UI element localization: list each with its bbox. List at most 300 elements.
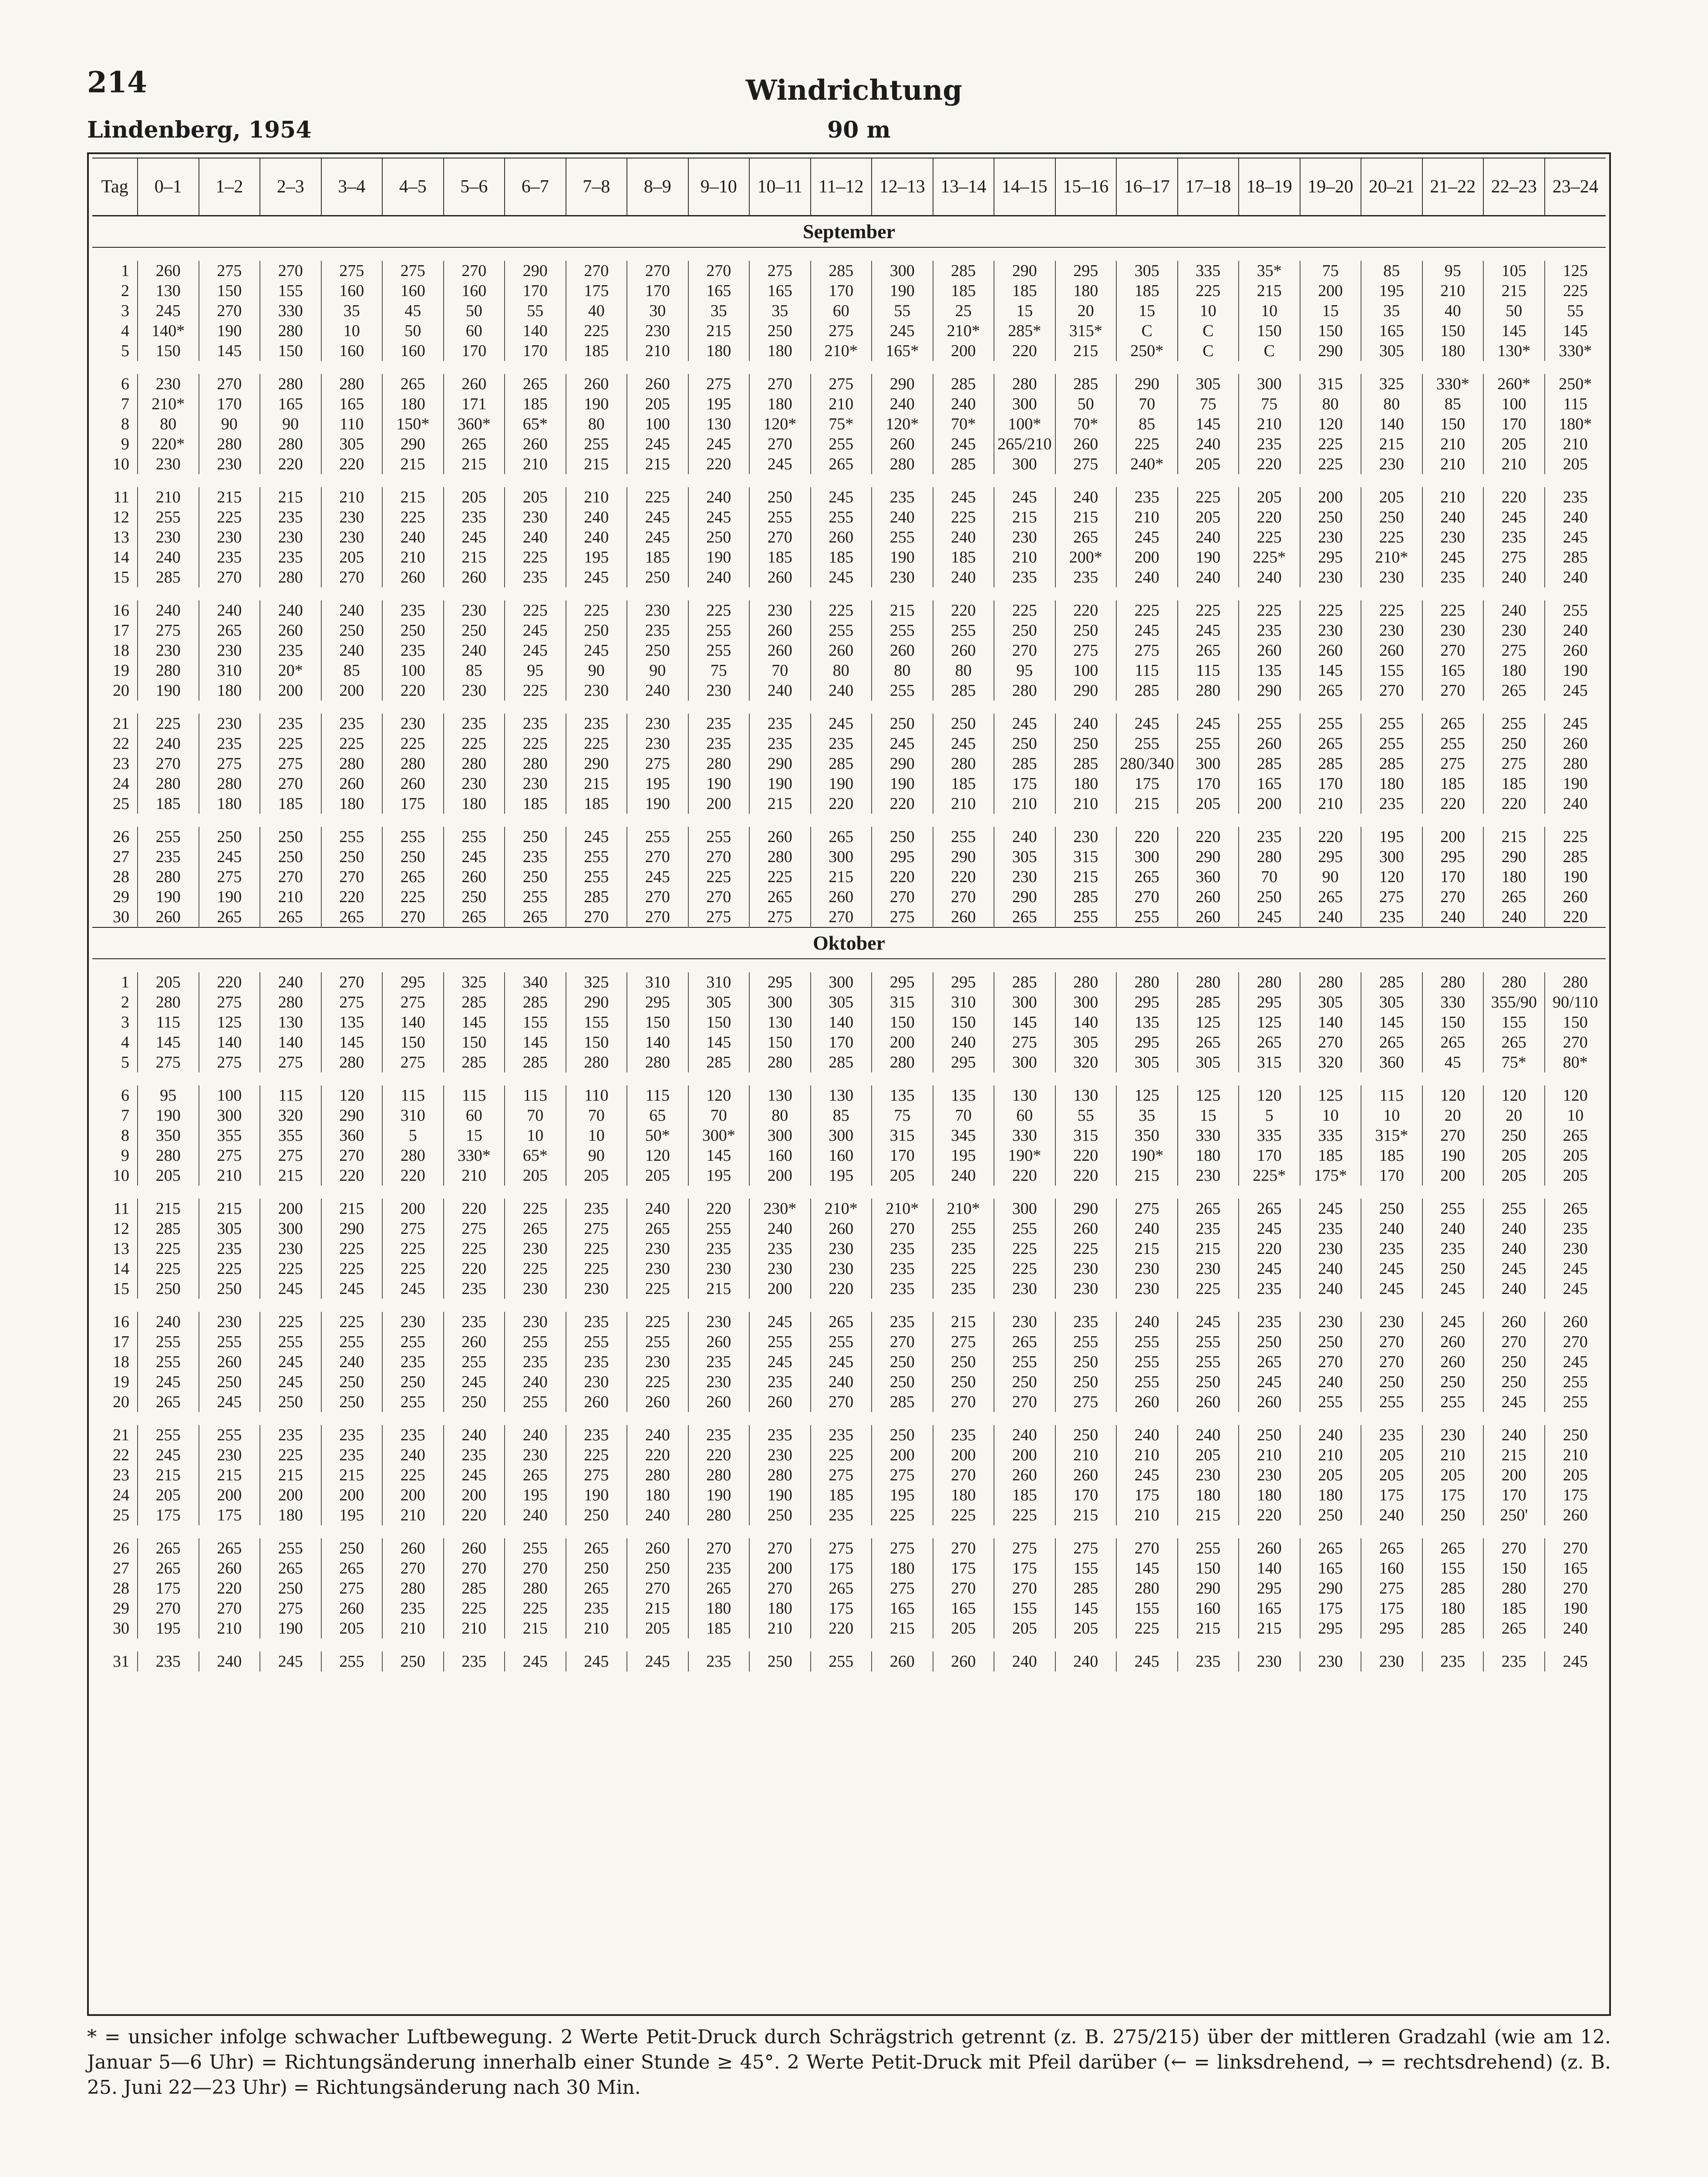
direction-cell: 190 bbox=[811, 774, 872, 794]
direction-cell: 210 bbox=[1116, 1445, 1178, 1465]
table-row bbox=[92, 1032, 1606, 1052]
direction-cell: 235 bbox=[1422, 1651, 1484, 1672]
direction-cell: 255 bbox=[1545, 1372, 1606, 1392]
direction-cell: 245 bbox=[1545, 1352, 1606, 1372]
spacer-row bbox=[92, 959, 1606, 972]
direction-cell: 50 bbox=[382, 321, 444, 341]
direction-cell: 220 bbox=[321, 454, 383, 474]
direction-cell: 260 bbox=[1300, 640, 1361, 661]
direction-cell: 175 bbox=[382, 794, 444, 814]
direction-cell: 260 bbox=[1178, 907, 1239, 927]
direction-cell: 230 bbox=[688, 1259, 750, 1279]
direction-cell: 310 bbox=[382, 1105, 444, 1126]
direction-cell: 235 bbox=[321, 714, 383, 734]
direction-cell: 215 bbox=[1055, 341, 1117, 361]
direction-cell: 270 bbox=[444, 261, 505, 281]
direction-cell: 255 bbox=[1239, 714, 1300, 734]
direction-cell: 280 bbox=[138, 867, 199, 887]
direction-cell: 290 bbox=[1116, 374, 1178, 394]
direction-cell: 160 bbox=[444, 281, 505, 301]
direction-cell: 290 bbox=[382, 434, 444, 454]
direction-cell: 265 bbox=[1178, 1032, 1239, 1052]
direction-cell: 255 bbox=[1422, 1392, 1484, 1412]
direction-cell: 145 bbox=[1116, 1558, 1178, 1578]
direction-cell: 280 bbox=[688, 754, 750, 774]
direction-cell: 225* bbox=[1239, 547, 1300, 567]
direction-cell: 255 bbox=[1116, 907, 1178, 927]
direction-cell: 235 bbox=[872, 1239, 933, 1259]
direction-cell: 225 bbox=[505, 681, 566, 701]
direction-cell: 265 bbox=[1300, 887, 1361, 907]
direction-cell: 230 bbox=[138, 454, 199, 474]
direction-cell: 180 bbox=[1178, 1485, 1239, 1505]
direction-cell: 255 bbox=[688, 1219, 750, 1239]
direction-cell: 315 bbox=[1239, 1052, 1300, 1072]
direction-cell: 80 bbox=[811, 661, 872, 681]
direction-cell: 275 bbox=[811, 321, 872, 341]
direction-cell: 150 bbox=[1300, 321, 1361, 341]
direction-cell: 230 bbox=[1483, 620, 1545, 640]
direction-cell: 240 bbox=[1483, 600, 1545, 620]
direction-cell: 255 bbox=[933, 827, 994, 847]
spacer-cell bbox=[92, 1072, 1606, 1085]
direction-cell: 175 bbox=[1300, 1598, 1361, 1618]
direction-cell: 35 bbox=[1116, 1105, 1178, 1126]
direction-cell: 220 bbox=[1483, 487, 1545, 507]
column-header-hour: 0–1 bbox=[138, 158, 199, 216]
table-row bbox=[92, 1052, 1606, 1072]
direction-cell: 275 bbox=[872, 1465, 933, 1485]
direction-cell: 250 bbox=[444, 887, 505, 907]
direction-cell: 10 bbox=[566, 1126, 627, 1146]
direction-cell: 185 bbox=[933, 281, 994, 301]
direction-cell: 275 bbox=[811, 374, 872, 394]
direction-cell: 260 bbox=[321, 1598, 383, 1618]
direction-cell: 300 bbox=[994, 1052, 1055, 1072]
direction-cell: 275 bbox=[199, 1052, 260, 1072]
direction-cell: 235 bbox=[382, 1352, 444, 1372]
direction-cell: 280 bbox=[1116, 1578, 1178, 1598]
direction-cell: 265 bbox=[811, 1578, 872, 1598]
direction-cell: 250 bbox=[749, 321, 811, 341]
day-cell: 21 bbox=[113, 1426, 129, 1444]
day-cell: 3 bbox=[121, 302, 129, 320]
direction-cell: 200 bbox=[749, 1279, 811, 1299]
direction-cell: 260 bbox=[1545, 1505, 1606, 1525]
table-row bbox=[92, 1505, 1606, 1525]
direction-cell: 265 bbox=[1483, 1618, 1545, 1638]
direction-cell: 260* bbox=[1483, 374, 1545, 394]
table-row bbox=[92, 1219, 1606, 1239]
direction-cell: 230 bbox=[627, 600, 688, 620]
direction-cell: 155 bbox=[260, 281, 321, 301]
direction-cell: 180 bbox=[749, 394, 811, 414]
direction-cell: 295 bbox=[872, 972, 933, 992]
direction-cell: 90 bbox=[260, 414, 321, 434]
direction-cell: 205 bbox=[138, 1166, 199, 1186]
day-cell: 26 bbox=[113, 1539, 129, 1557]
direction-cell: 225 bbox=[505, 1598, 566, 1618]
direction-cell: 265 bbox=[321, 907, 383, 927]
direction-cell: 245 bbox=[1178, 714, 1239, 734]
direction-cell: 255 bbox=[811, 1651, 872, 1672]
direction-cell: 275 bbox=[1361, 1578, 1422, 1598]
direction-cell: 170 bbox=[1483, 414, 1545, 434]
direction-cell: 340 bbox=[505, 972, 566, 992]
direction-cell: 225 bbox=[933, 1505, 994, 1525]
direction-cell: 180 bbox=[1300, 1485, 1361, 1505]
direction-cell: 150 bbox=[566, 1032, 627, 1052]
table-row bbox=[92, 640, 1606, 661]
column-header-hour: 6–7 bbox=[505, 158, 566, 216]
direction-cell: 245 bbox=[505, 1651, 566, 1672]
direction-cell: 260 bbox=[994, 1465, 1055, 1485]
direction-cell: 240 bbox=[933, 394, 994, 414]
direction-cell: 225 bbox=[505, 1259, 566, 1279]
direction-cell: 260 bbox=[688, 1332, 750, 1352]
direction-cell: 235 bbox=[566, 1199, 627, 1219]
column-header-hour: 21–22 bbox=[1422, 158, 1484, 216]
direction-cell: 200 bbox=[1300, 281, 1361, 301]
direction-cell: 270 bbox=[933, 1578, 994, 1598]
direction-cell: 230 bbox=[199, 454, 260, 474]
direction-cell: 265 bbox=[199, 620, 260, 640]
direction-cell: 80 bbox=[1361, 394, 1422, 414]
direction-cell: 165 bbox=[1361, 321, 1422, 341]
spacer-cell bbox=[92, 959, 1606, 972]
day-cell: 23 bbox=[113, 1466, 129, 1484]
direction-cell: 270 bbox=[1300, 1032, 1361, 1052]
direction-cell: 190 bbox=[872, 547, 933, 567]
table-row bbox=[92, 1392, 1606, 1412]
direction-cell: 235 bbox=[199, 734, 260, 754]
direction-cell: 250 bbox=[872, 714, 933, 734]
direction-cell: 135 bbox=[872, 1085, 933, 1105]
direction-cell: 115 bbox=[1361, 1085, 1422, 1105]
direction-cell: 270 bbox=[138, 754, 199, 774]
direction-cell: 120 bbox=[1239, 1085, 1300, 1105]
direction-cell: 230 bbox=[1239, 1651, 1300, 1672]
direction-cell: 295 bbox=[1116, 1032, 1178, 1052]
direction-cell: 230 bbox=[566, 1279, 627, 1299]
direction-cell: 225 bbox=[994, 600, 1055, 620]
direction-cell: 230 bbox=[749, 600, 811, 620]
direction-cell: 225 bbox=[1116, 1618, 1178, 1638]
direction-cell: 185 bbox=[1483, 1598, 1545, 1618]
direction-cell: 165 bbox=[872, 1598, 933, 1618]
direction-cell: 280 bbox=[688, 1505, 750, 1525]
table-row bbox=[92, 907, 1606, 927]
direction-cell: 255 bbox=[505, 887, 566, 907]
direction-cell: 175 bbox=[1361, 1598, 1422, 1618]
direction-cell: 245 bbox=[260, 1279, 321, 1299]
direction-cell: 190 bbox=[1178, 547, 1239, 567]
direction-cell: 205 bbox=[505, 487, 566, 507]
direction-cell: 235 bbox=[1483, 1651, 1545, 1672]
table-row bbox=[92, 547, 1606, 567]
day-cell: 1 bbox=[121, 262, 129, 280]
direction-cell: 245 bbox=[566, 567, 627, 587]
direction-cell: 250 bbox=[566, 1505, 627, 1525]
direction-cell: 250 bbox=[872, 827, 933, 847]
direction-cell: 115 bbox=[260, 1085, 321, 1105]
direction-cell: 240 bbox=[138, 1312, 199, 1332]
direction-cell: 305 bbox=[1361, 992, 1422, 1012]
direction-cell: 260 bbox=[1545, 734, 1606, 754]
direction-cell: 200 bbox=[749, 1166, 811, 1186]
direction-cell: 270 bbox=[199, 567, 260, 587]
direction-cell: 275 bbox=[199, 867, 260, 887]
direction-cell: 120 bbox=[1483, 1085, 1545, 1105]
direction-cell: 285 bbox=[1300, 754, 1361, 774]
direction-cell: 50 bbox=[1483, 301, 1545, 321]
table-row bbox=[92, 827, 1606, 847]
direction-cell: 250 bbox=[1300, 1505, 1361, 1525]
direction-cell: 120 bbox=[627, 1146, 688, 1166]
direction-cell: 165 bbox=[933, 1598, 994, 1618]
direction-cell: 210* bbox=[1361, 547, 1422, 567]
day-cell: 11 bbox=[113, 1200, 129, 1218]
table-row bbox=[92, 661, 1606, 681]
direction-cell: 285 bbox=[505, 1052, 566, 1072]
direction-cell: 45 bbox=[382, 301, 444, 321]
direction-cell: 280 bbox=[1178, 972, 1239, 992]
direction-cell: 245 bbox=[1483, 507, 1545, 527]
direction-cell: 150 bbox=[1422, 321, 1484, 341]
direction-cell: 225 bbox=[382, 1465, 444, 1485]
direction-cell: 280 bbox=[199, 434, 260, 454]
direction-cell: 315* bbox=[1055, 321, 1117, 341]
direction-cell: 335 bbox=[1300, 1126, 1361, 1146]
column-header-hour: 4–5 bbox=[382, 158, 444, 216]
direction-cell: 265 bbox=[1239, 1352, 1300, 1372]
height-label: 90 m bbox=[827, 117, 891, 143]
direction-cell: 180 bbox=[688, 341, 750, 361]
direction-cell: 280 bbox=[1178, 681, 1239, 701]
direction-cell: 225 bbox=[321, 734, 383, 754]
direction-cell: 230 bbox=[872, 567, 933, 587]
table-row bbox=[92, 754, 1606, 774]
direction-cell: 235 bbox=[566, 1598, 627, 1618]
direction-cell: 190 bbox=[566, 1485, 627, 1505]
direction-cell: 285 bbox=[1422, 1618, 1484, 1638]
direction-cell: 235 bbox=[994, 567, 1055, 587]
direction-cell: 320 bbox=[1055, 1052, 1117, 1072]
direction-cell: 125 bbox=[1116, 1085, 1178, 1105]
direction-cell: 200 bbox=[872, 1445, 933, 1465]
direction-cell: 230 bbox=[1422, 620, 1484, 640]
column-header-hour: 12–13 bbox=[872, 158, 933, 216]
direction-cell: 270 bbox=[1116, 1538, 1178, 1558]
direction-cell: 255 bbox=[994, 1219, 1055, 1239]
direction-cell: 260 bbox=[505, 434, 566, 454]
direction-cell: 185 bbox=[688, 1618, 750, 1638]
direction-cell: 255 bbox=[627, 827, 688, 847]
direction-cell: 235 bbox=[444, 714, 505, 734]
direction-cell: 260 bbox=[444, 374, 505, 394]
direction-cell: 230 bbox=[627, 321, 688, 341]
direction-cell: 215 bbox=[566, 774, 627, 794]
direction-cell: 170 bbox=[1483, 1485, 1545, 1505]
direction-cell: 230 bbox=[505, 1312, 566, 1332]
direction-cell: 270 bbox=[138, 1598, 199, 1618]
direction-cell: 185 bbox=[260, 794, 321, 814]
direction-cell: 275 bbox=[872, 907, 933, 927]
direction-cell: 280 bbox=[260, 374, 321, 394]
direction-cell: 5 bbox=[382, 1126, 444, 1146]
direction-cell: 240 bbox=[811, 1372, 872, 1392]
direction-cell: 260 bbox=[1239, 1392, 1300, 1412]
direction-cell: 260 bbox=[749, 620, 811, 640]
direction-cell: 235 bbox=[688, 1425, 750, 1445]
direction-cell: 270 bbox=[199, 1598, 260, 1618]
direction-cell: 275 bbox=[321, 1578, 383, 1598]
direction-cell: 225 bbox=[1545, 827, 1606, 847]
direction-cell: 230 bbox=[199, 640, 260, 661]
direction-cell: 240 bbox=[1483, 567, 1545, 587]
direction-cell: 270 bbox=[321, 972, 383, 992]
direction-cell: 55 bbox=[505, 301, 566, 321]
direction-cell: 225 bbox=[627, 1279, 688, 1299]
day-cell: 12 bbox=[113, 508, 129, 526]
direction-cell: 280 bbox=[260, 992, 321, 1012]
direction-cell: 225 bbox=[382, 734, 444, 754]
direction-cell: 230 bbox=[1422, 1425, 1484, 1445]
direction-cell: 280 bbox=[1483, 1578, 1545, 1598]
direction-cell: 275 bbox=[1483, 547, 1545, 567]
direction-cell: 260 bbox=[444, 867, 505, 887]
direction-cell: 230 bbox=[627, 1259, 688, 1279]
direction-cell: 245 bbox=[138, 1445, 199, 1465]
direction-cell: 255 bbox=[688, 620, 750, 640]
direction-cell: 255 bbox=[811, 507, 872, 527]
direction-cell: 220 bbox=[1055, 1166, 1117, 1186]
column-header-hour: 8–9 bbox=[627, 158, 688, 216]
day-cell: 19 bbox=[113, 1373, 129, 1391]
direction-cell: 250 bbox=[199, 1279, 260, 1299]
direction-cell: 135 bbox=[321, 1012, 383, 1032]
direction-cell: 260 bbox=[1422, 1352, 1484, 1372]
direction-cell: 280 bbox=[872, 1052, 933, 1072]
direction-cell: 225 bbox=[994, 1505, 1055, 1525]
direction-cell: 245 bbox=[138, 1372, 199, 1392]
spacer-cell bbox=[92, 814, 1606, 827]
table-row bbox=[92, 1279, 1606, 1299]
direction-cell: 200 bbox=[260, 1485, 321, 1505]
direction-cell: 210 bbox=[566, 1618, 627, 1638]
direction-cell: 220 bbox=[1239, 507, 1300, 527]
direction-cell: C bbox=[1178, 321, 1239, 341]
direction-cell: 225 bbox=[933, 507, 994, 527]
direction-cell: 70 bbox=[505, 1105, 566, 1126]
direction-cell: 260 bbox=[1239, 1538, 1300, 1558]
direction-cell: 245 bbox=[688, 434, 750, 454]
table-row bbox=[92, 1372, 1606, 1392]
direction-cell: 205 bbox=[1483, 434, 1545, 454]
direction-cell: 80 bbox=[933, 661, 994, 681]
direction-cell: 255 bbox=[1422, 734, 1484, 754]
direction-cell: 265 bbox=[1055, 527, 1117, 547]
direction-cell: 240 bbox=[1545, 794, 1606, 814]
direction-cell: 300* bbox=[688, 1126, 750, 1146]
table-row bbox=[92, 394, 1606, 414]
direction-cell: 290 bbox=[749, 754, 811, 774]
direction-cell: 255 bbox=[872, 527, 933, 547]
direction-cell: 300 bbox=[260, 1219, 321, 1239]
direction-cell: 75 bbox=[688, 661, 750, 681]
direction-cell: 285 bbox=[933, 454, 994, 474]
direction-cell: 150 bbox=[1178, 1558, 1239, 1578]
direction-cell: 240 bbox=[1361, 1219, 1422, 1239]
direction-cell: 270 bbox=[199, 374, 260, 394]
direction-cell: 185 bbox=[811, 1485, 872, 1505]
direction-cell: 55 bbox=[1545, 301, 1606, 321]
direction-cell: 50* bbox=[627, 1126, 688, 1146]
direction-cell: 225 bbox=[505, 547, 566, 567]
direction-cell: 170 bbox=[1422, 867, 1484, 887]
direction-cell: 235 bbox=[566, 1352, 627, 1372]
direction-cell: 170 bbox=[872, 1146, 933, 1166]
group-gap-row bbox=[92, 701, 1606, 714]
direction-cell: 260 bbox=[138, 907, 199, 927]
direction-cell: 250 bbox=[321, 1538, 383, 1558]
direction-cell: 150 bbox=[1483, 1558, 1545, 1578]
direction-cell: 185 bbox=[994, 1485, 1055, 1505]
direction-cell: 145 bbox=[1178, 414, 1239, 434]
direction-cell: 235 bbox=[505, 847, 566, 867]
page-title: Windrichtung bbox=[745, 74, 963, 107]
direction-cell: 230 bbox=[1116, 1279, 1178, 1299]
direction-cell: 235 bbox=[749, 734, 811, 754]
direction-cell: 225 bbox=[566, 1445, 627, 1465]
direction-cell: 285 bbox=[811, 261, 872, 281]
direction-cell: 20 bbox=[1055, 301, 1117, 321]
direction-cell: 230 bbox=[1300, 1651, 1361, 1672]
direction-cell: 270 bbox=[627, 907, 688, 927]
direction-cell: 205 bbox=[994, 1618, 1055, 1638]
direction-cell: 180 bbox=[1483, 661, 1545, 681]
direction-cell: 240 bbox=[1483, 1279, 1545, 1299]
direction-cell: 180 bbox=[1239, 1485, 1300, 1505]
direction-cell: 175 bbox=[994, 1558, 1055, 1578]
direction-cell: 255 bbox=[444, 827, 505, 847]
direction-cell: 260 bbox=[811, 887, 872, 907]
direction-cell: 215 bbox=[1055, 507, 1117, 527]
day-cell: 29 bbox=[113, 888, 129, 906]
direction-cell: 315* bbox=[1361, 1126, 1422, 1146]
direction-cell: 280 bbox=[749, 847, 811, 867]
direction-cell: 230 bbox=[1300, 567, 1361, 587]
direction-cell: 215 bbox=[933, 1312, 994, 1332]
direction-cell: C bbox=[1239, 341, 1300, 361]
direction-cell: 265 bbox=[1483, 1032, 1545, 1052]
direction-cell: 240 bbox=[199, 600, 260, 620]
direction-cell: 290 bbox=[566, 992, 627, 1012]
direction-cell: 225 bbox=[382, 507, 444, 527]
direction-cell: 280 bbox=[566, 1052, 627, 1072]
direction-cell: 305 bbox=[811, 992, 872, 1012]
direction-cell: 50 bbox=[444, 301, 505, 321]
direction-cell: 140* bbox=[138, 321, 199, 341]
direction-cell: 235 bbox=[1116, 487, 1178, 507]
direction-cell: 295 bbox=[382, 972, 444, 992]
direction-cell: 255 bbox=[382, 1332, 444, 1352]
direction-cell: 225 bbox=[1361, 527, 1422, 547]
direction-cell: 230 bbox=[566, 1372, 627, 1392]
direction-cell: 260 bbox=[688, 1392, 750, 1412]
direction-cell: 335 bbox=[1239, 1126, 1300, 1146]
direction-cell: 205 bbox=[1545, 454, 1606, 474]
